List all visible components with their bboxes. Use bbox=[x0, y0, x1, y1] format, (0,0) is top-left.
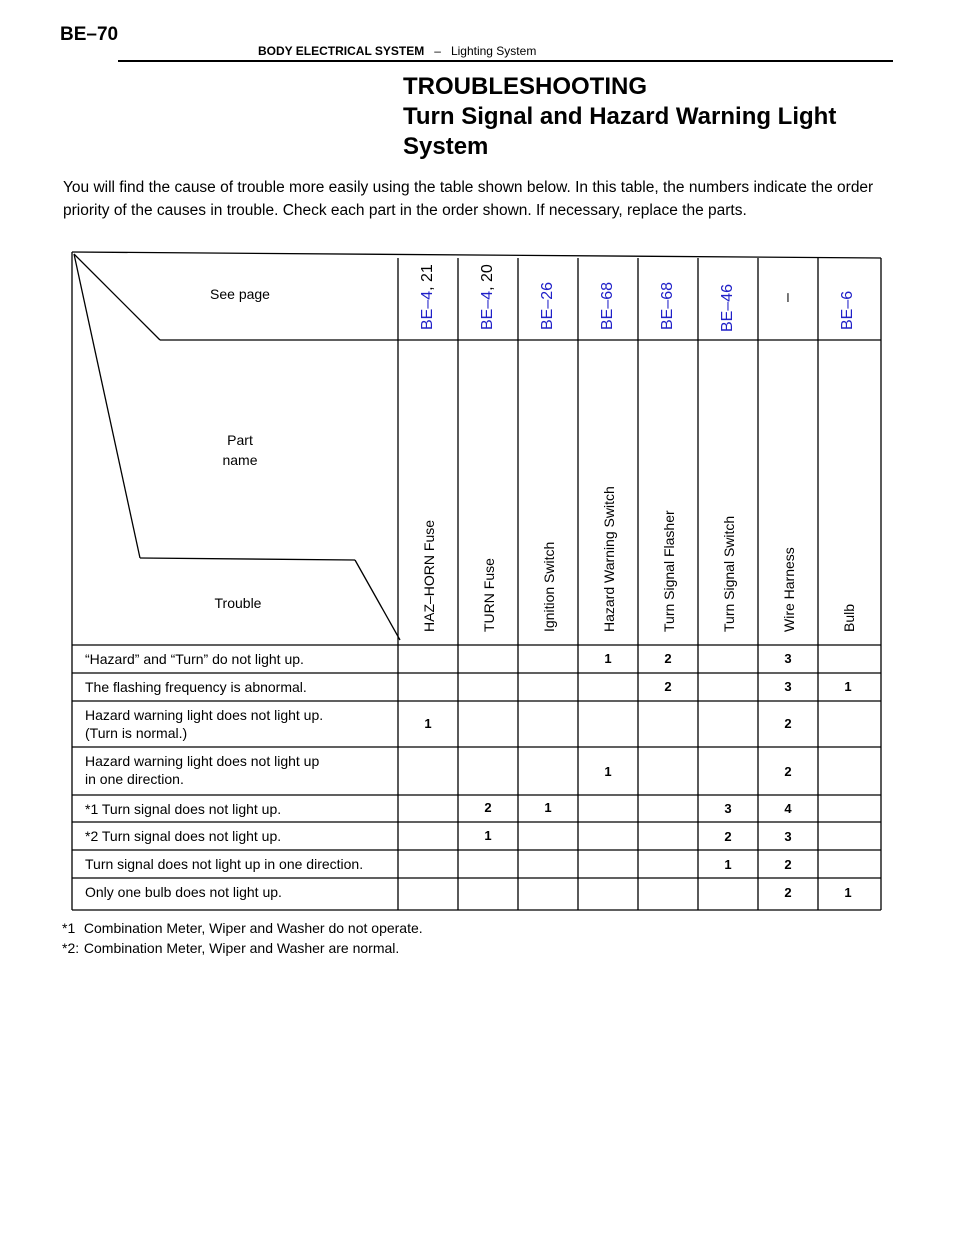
footnotes bbox=[62, 918, 423, 958]
priority-cell: 1 bbox=[424, 716, 432, 731]
part-name: HAZ–HORN Fuse bbox=[421, 519, 437, 632]
priority-cell: 1 bbox=[844, 679, 852, 694]
page-ref bbox=[599, 282, 617, 330]
priority-cell: 2 bbox=[784, 716, 792, 731]
priority-cell: 1 bbox=[604, 651, 612, 666]
part-name: TURN Fuse bbox=[481, 558, 497, 632]
page-number: BE–70 bbox=[60, 24, 119, 45]
priority-cell: 2 bbox=[784, 764, 792, 779]
priority-cell: 1 bbox=[724, 857, 732, 872]
priority-cell: 1 bbox=[604, 764, 612, 779]
trouble-text: The flashing frequency is abnormal. bbox=[85, 679, 307, 695]
priority-cell: 3 bbox=[784, 679, 792, 694]
part-name-label bbox=[190, 430, 290, 470]
footnote-marker: *2: bbox=[62, 940, 80, 956]
part-name-line-1: Part bbox=[227, 432, 253, 448]
trouble-row-7 bbox=[85, 883, 282, 901]
title-line-1: TROUBLESHOOTING bbox=[403, 73, 647, 100]
subsection-title: Lighting System bbox=[450, 44, 537, 58]
footnote-text: Combination Meter, Wiper and Washer are normal. bbox=[83, 940, 400, 956]
trouble-text: *2 Turn signal does not light up. bbox=[85, 828, 282, 844]
priority-cell: 3 bbox=[784, 829, 792, 844]
section-title: BODY ELECTRICAL SYSTEM bbox=[258, 44, 425, 58]
footnote-2 bbox=[62, 938, 423, 958]
priority-cell: 1 bbox=[484, 828, 492, 843]
trouble-text: “Hazard” and “Turn” do not light up. bbox=[85, 651, 304, 667]
trouble-text: Only one bulb does not light up. bbox=[85, 884, 282, 900]
priority-cell: 2 bbox=[784, 885, 792, 900]
priority-cell: 3 bbox=[784, 651, 792, 666]
page-ref-extra: , 21 bbox=[419, 264, 436, 291]
priority-cell: 2 bbox=[484, 800, 492, 815]
trouble-text: Hazard warning light does not light up. bbox=[85, 707, 324, 723]
title-line-3: System bbox=[403, 133, 489, 160]
page-ref bbox=[719, 284, 737, 332]
page-ref-extra: – bbox=[779, 293, 796, 302]
see-page-label: See page bbox=[210, 286, 270, 302]
footnote-text: Combination Meter, Wiper and Washer do not operate. bbox=[83, 920, 423, 936]
trouble-text-cont: in one direction. bbox=[85, 771, 184, 787]
priority-cell: 3 bbox=[724, 801, 732, 816]
part-name: Bulb bbox=[841, 603, 857, 632]
priority-cell: 4 bbox=[784, 801, 792, 816]
priority-cell: 2 bbox=[724, 829, 732, 844]
page-ref bbox=[779, 293, 797, 302]
page-ref-link[interactable]: BE–6 bbox=[839, 290, 856, 330]
part-name-line-2: name bbox=[222, 452, 258, 468]
part-name: Turn Signal Switch bbox=[721, 515, 737, 632]
footnote-marker: *1 bbox=[62, 920, 76, 936]
page-ref bbox=[659, 282, 677, 330]
page-ref-link[interactable]: BE–46 bbox=[719, 283, 736, 332]
trouble-text-cont: (Turn is normal.) bbox=[85, 725, 188, 741]
page-ref-link[interactable]: BE–68 bbox=[659, 281, 676, 330]
header-separator: – bbox=[434, 44, 441, 58]
priority-cell: 2 bbox=[664, 651, 672, 666]
page-ref bbox=[419, 264, 437, 330]
trouble-row-6 bbox=[85, 855, 363, 873]
trouble-row-4 bbox=[85, 800, 281, 818]
priority-cell: 2 bbox=[784, 857, 792, 872]
trouble-row-5 bbox=[85, 827, 281, 845]
page-ref-link[interactable]: BE–4 bbox=[479, 290, 496, 330]
part-name: Turn Signal Flasher bbox=[661, 510, 677, 632]
page-ref bbox=[839, 291, 857, 330]
priority-cell: 1 bbox=[544, 800, 552, 815]
page-ref-link[interactable]: BE–68 bbox=[599, 281, 616, 330]
footnote-1 bbox=[62, 918, 423, 938]
part-name: Ignition Switch bbox=[541, 541, 557, 632]
priority-cell: 2 bbox=[664, 679, 672, 694]
page-ref-extra: , 20 bbox=[479, 264, 496, 291]
trouble-row-3 bbox=[85, 752, 319, 788]
trouble-text: Turn signal does not light up in one direction. bbox=[85, 856, 364, 872]
trouble-text: Hazard warning light does not light up bbox=[85, 753, 320, 769]
part-name: Hazard Warning Switch bbox=[601, 486, 617, 632]
page-ref-link[interactable]: BE–4 bbox=[419, 290, 436, 330]
intro-paragraph: You will find the cause of trouble more easily using the table shown below. In this table, the numbers indicate the order priority of the causes in trouble. Check each part in the order shown. If necessary, replace the parts. bbox=[63, 179, 874, 219]
trouble-label: Trouble bbox=[214, 595, 262, 611]
page-ref bbox=[479, 264, 497, 330]
trouble-row-0 bbox=[85, 650, 304, 668]
trouble-row-1 bbox=[85, 678, 307, 696]
page-ref-link[interactable]: BE–26 bbox=[539, 281, 556, 330]
trouble-row-2 bbox=[85, 706, 323, 742]
title-line-2: Turn Signal and Hazard Warning Light bbox=[403, 103, 837, 130]
part-name: Wire Harness bbox=[781, 547, 797, 632]
page-ref bbox=[539, 282, 557, 330]
priority-cell: 1 bbox=[844, 885, 852, 900]
trouble-text: *1 Turn signal does not light up. bbox=[85, 801, 282, 817]
